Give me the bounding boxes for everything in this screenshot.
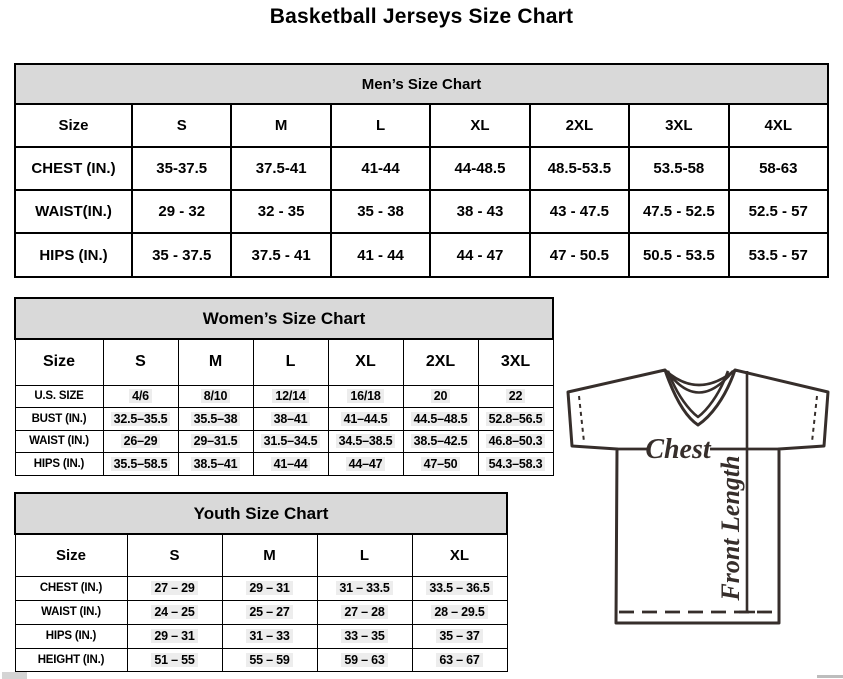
womens-ussize-s: 4/6 [103, 385, 178, 407]
womens-ussize-xl: 16/18 [328, 385, 403, 407]
womens-bust-3xl: 52.8–56.5 [478, 407, 553, 430]
womens-ussize-m: 8/10 [178, 385, 253, 407]
womens-hips-2xl: 47–50 [403, 452, 478, 475]
mens-chest-4xl: 58-63 [729, 147, 828, 190]
youth-height-xl: 63 – 67 [412, 648, 507, 671]
mens-chest-m: 37.5-41 [231, 147, 330, 190]
mens-row-label-chest: CHEST (IN.) [15, 147, 132, 190]
womens-waist-m: 29–31.5 [178, 430, 253, 452]
womens-row-label-ussize: U.S. SIZE [15, 385, 103, 407]
table-row [15, 233, 828, 277]
mens-waist-3xl: 47.5 - 52.5 [629, 190, 728, 233]
womens-col-header-s: S [103, 339, 178, 385]
youth-chest-l: 31 – 33.5 [317, 576, 412, 600]
mens-col-header-3xl: 3XL [629, 104, 728, 147]
womens-size-chart-table [14, 297, 554, 476]
table-row [15, 452, 553, 475]
mens-chest-2xl: 48.5-53.5 [530, 147, 629, 190]
mens-hips-l: 41 - 44 [331, 233, 430, 277]
womens-ussize-2xl: 20 [403, 385, 478, 407]
front-length-measure-label: Front Length [716, 455, 745, 601]
table-row [15, 385, 553, 407]
cropped-element-fragment-left [2, 672, 27, 679]
mens-chart-title: Men’s Size Chart [15, 64, 828, 104]
youth-chart-title: Youth Size Chart [15, 493, 507, 534]
table-row [15, 147, 828, 190]
jersey-measurement-diagram [557, 358, 842, 628]
womens-col-header-2xl: 2XL [403, 339, 478, 385]
mens-col-header-4xl: 4XL [729, 104, 828, 147]
mens-col-header-xl: XL [430, 104, 529, 147]
mens-waist-m: 32 - 35 [231, 190, 330, 233]
womens-bust-l: 38–41 [253, 407, 328, 430]
youth-chest-m: 29 – 31 [222, 576, 317, 600]
womens-waist-s: 26–29 [103, 430, 178, 452]
youth-height-s: 51 – 55 [127, 648, 222, 671]
mens-hips-3xl: 50.5 - 53.5 [629, 233, 728, 277]
mens-waist-xl: 38 - 43 [430, 190, 529, 233]
womens-ussize-l: 12/14 [253, 385, 328, 407]
youth-waist-xl: 28 – 29.5 [412, 600, 507, 624]
table-row [15, 407, 553, 430]
womens-hips-m: 38.5–41 [178, 452, 253, 475]
youth-hips-m: 31 – 33 [222, 624, 317, 648]
youth-row-label-chest: CHEST (IN.) [15, 576, 127, 600]
youth-hips-xl: 35 – 37 [412, 624, 507, 648]
womens-ussize-3xl: 22 [478, 385, 553, 407]
youth-waist-m: 25 – 27 [222, 600, 317, 624]
jersey-diagram-icon [557, 358, 842, 628]
youth-row-label-waist: WAIST (IN.) [15, 600, 127, 624]
womens-col-header-xl: XL [328, 339, 403, 385]
womens-hips-s: 35.5–58.5 [103, 452, 178, 475]
mens-col-header-l: L [331, 104, 430, 147]
mens-hips-xl: 44 - 47 [430, 233, 529, 277]
youth-height-l: 59 – 63 [317, 648, 412, 671]
mens-waist-l: 35 - 38 [331, 190, 430, 233]
youth-hips-l: 33 – 35 [317, 624, 412, 648]
womens-waist-3xl: 46.8–50.3 [478, 430, 553, 452]
mens-hips-2xl: 47 - 50.5 [530, 233, 629, 277]
mens-waist-4xl: 52.5 - 57 [729, 190, 828, 233]
mens-chest-s: 35-37.5 [132, 147, 231, 190]
womens-hips-xl: 44–47 [328, 452, 403, 475]
womens-col-header-3xl: 3XL [478, 339, 553, 385]
table-row [15, 600, 507, 624]
youth-size-chart-table [14, 492, 508, 672]
mens-hips-m: 37.5 - 41 [231, 233, 330, 277]
table-row [15, 190, 828, 233]
mens-size-chart-table [14, 63, 829, 278]
womens-hips-l: 41–44 [253, 452, 328, 475]
youth-col-header-s: S [127, 534, 222, 576]
mens-hips-4xl: 53.5 - 57 [729, 233, 828, 277]
womens-col-header-size: Size [15, 339, 103, 385]
mens-waist-s: 29 - 32 [132, 190, 231, 233]
womens-waist-xl: 34.5–38.5 [328, 430, 403, 452]
mens-col-header-s: S [132, 104, 231, 147]
womens-chart-title: Women’s Size Chart [15, 298, 553, 339]
youth-col-header-xl: XL [412, 534, 507, 576]
youth-waist-s: 24 – 25 [127, 600, 222, 624]
chest-measure-label: Chest [645, 434, 711, 465]
table-row [15, 576, 507, 600]
womens-bust-m: 35.5–38 [178, 407, 253, 430]
mens-hips-s: 35 - 37.5 [132, 233, 231, 277]
page-title: Basketball Jerseys Size Chart [269, 5, 574, 28]
mens-chest-l: 41-44 [331, 147, 430, 190]
womens-col-header-m: M [178, 339, 253, 385]
youth-col-header-l: L [317, 534, 412, 576]
mens-col-header-2xl: 2XL [530, 104, 629, 147]
mens-row-label-hips: HIPS (IN.) [15, 233, 132, 277]
youth-col-header-size: Size [15, 534, 127, 576]
womens-bust-xl: 41–44.5 [328, 407, 403, 430]
youth-chest-s: 27 – 29 [127, 576, 222, 600]
womens-row-label-bust: BUST (IN.) [15, 407, 103, 430]
mens-row-label-waist: WAIST(IN.) [15, 190, 132, 233]
youth-row-label-height: HEIGHT (IN.) [15, 648, 127, 671]
womens-waist-2xl: 38.5–42.5 [403, 430, 478, 452]
youth-chest-xl: 33.5 – 36.5 [412, 576, 507, 600]
mens-chest-3xl: 53.5-58 [629, 147, 728, 190]
table-row [15, 430, 553, 452]
womens-row-label-hips: HIPS (IN.) [15, 452, 103, 475]
youth-col-header-m: M [222, 534, 317, 576]
womens-bust-2xl: 44.5–48.5 [403, 407, 478, 430]
youth-height-m: 55 – 59 [222, 648, 317, 671]
mens-col-header-m: M [231, 104, 330, 147]
youth-waist-l: 27 – 28 [317, 600, 412, 624]
mens-chest-xl: 44-48.5 [430, 147, 529, 190]
youth-row-label-hips: HIPS (IN.) [15, 624, 127, 648]
table-row [15, 648, 507, 671]
cropped-element-fragment-right [817, 675, 843, 678]
mens-waist-2xl: 43 - 47.5 [530, 190, 629, 233]
mens-col-header-size: Size [15, 104, 132, 147]
womens-waist-l: 31.5–34.5 [253, 430, 328, 452]
table-row [15, 624, 507, 648]
womens-row-label-waist: WAIST (IN.) [15, 430, 103, 452]
womens-col-header-l: L [253, 339, 328, 385]
womens-bust-s: 32.5–35.5 [103, 407, 178, 430]
youth-hips-s: 29 – 31 [127, 624, 222, 648]
womens-hips-3xl: 54.3–58.3 [478, 452, 553, 475]
